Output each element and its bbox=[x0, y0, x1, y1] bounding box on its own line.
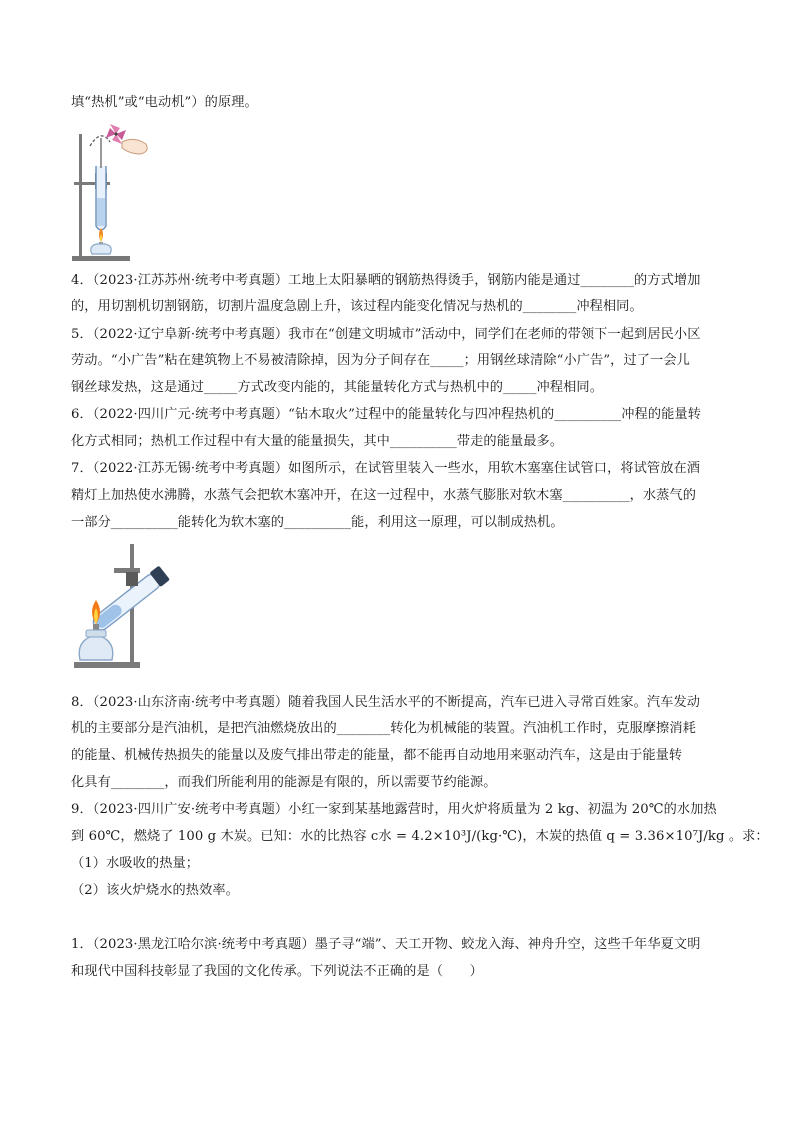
text-line: 劳动。“小广告”粘在建筑物上不易被清除掉，因为分子间存在_____；用钢丝球清除“小广告”，过了一会儿 bbox=[71, 353, 690, 368]
text-line: 一部分__________能转化为软木塞的__________能，利用这一原理，可以制成热机。 bbox=[71, 515, 564, 530]
text-line: 填“热机”或“电动机”）的原理。 bbox=[71, 95, 258, 110]
text-line: 的，用切割机切割钢筋，切割片温度急剧上升，该过程内能变化情况与热机的________冲程相同。 bbox=[71, 299, 643, 314]
text-line: 1．（2023·黑龙江哈尔滨·统考中考真题）墨子寻“端”、天工开物、蛟龙入海、神舟升空，这些千年华夏文明 bbox=[71, 937, 701, 952]
text-line: 钢丝球发热，这是通过_____方式改变内能的，其能量转化方式与热机中的_____冲程相同。 bbox=[71, 380, 603, 395]
pinwheel-apparatus-figure bbox=[70, 122, 154, 262]
text-line: 5．（2022·辽宁阜新·统考中考真题）我市在“创建文明城市”活动中，同学们在老师的带领下一起到居民小区 bbox=[71, 327, 701, 342]
text-line: 8．（2023·山东济南·统考中考真题）随着我国人民生活水平的不断提高，汽车已进入寻常百姓家。汽车发动 bbox=[71, 695, 701, 710]
text-line: 机的主要部分是汽油机，是把汽油燃烧放出的________转化为机械能的装置。汽油机工作时，克服摩擦消耗 bbox=[71, 721, 696, 736]
text-line: 化具有________，而我们所能利用的能源是有限的，所以需要节约能源。 bbox=[71, 775, 497, 790]
text-line: （2）该火炉烧水的热效率。 bbox=[71, 883, 239, 898]
text-line: 和现代中国科技彰显了我国的文化传承。下列说法不正确的是（ ） bbox=[71, 964, 483, 979]
text-line: 到 60℃，燃烧了 100 g 木炭。已知：水的比热容 c水 = 4.2×10³J/(kg·℃)，木炭的热值 q = 3.36×10⁷J/kg 。求： bbox=[71, 829, 769, 844]
text-line: 7．（2022·江苏无锡·统考中考真题）如图所示，在试管里装入一些水，用软木塞塞住试管口，将试管放在酒 bbox=[71, 461, 701, 476]
text-line: 4．（2023·江苏苏州·统考中考真题）工地上太阳暴晒的钢筋热得烫手，钢筋内能是通过________的方式增加 bbox=[71, 273, 701, 288]
test-tube-cork-figure bbox=[74, 542, 186, 670]
text-line: 精灯上加热使水沸腾，水蒸气会把软木塞冲开，在这一过程中，水蒸气膨胀对软木塞__________，水蒸气的 bbox=[71, 488, 697, 503]
text-line: 化方式相同；热机工作过程中有大量的能量损失，其中__________带走的能量最多。 bbox=[71, 434, 564, 449]
text-line: 的能量、机械传热损失的能量以及废气排出带走的能量，都不能再自动地用来驱动汽车，这是由于能量转 bbox=[71, 748, 683, 763]
text-line: 9．（2023·四川广安·统考中考真题）小红一家到某基地露营时，用火炉将质量为 2 kg、初温为 20℃的水加热 bbox=[71, 802, 717, 817]
text-line: 6．（2022·四川广元·统考中考真题）“钻木取火”过程中的能量转化与四冲程热机的__________冲程的能量转 bbox=[71, 407, 701, 422]
text-line: （1）水吸收的热量； bbox=[71, 856, 200, 871]
